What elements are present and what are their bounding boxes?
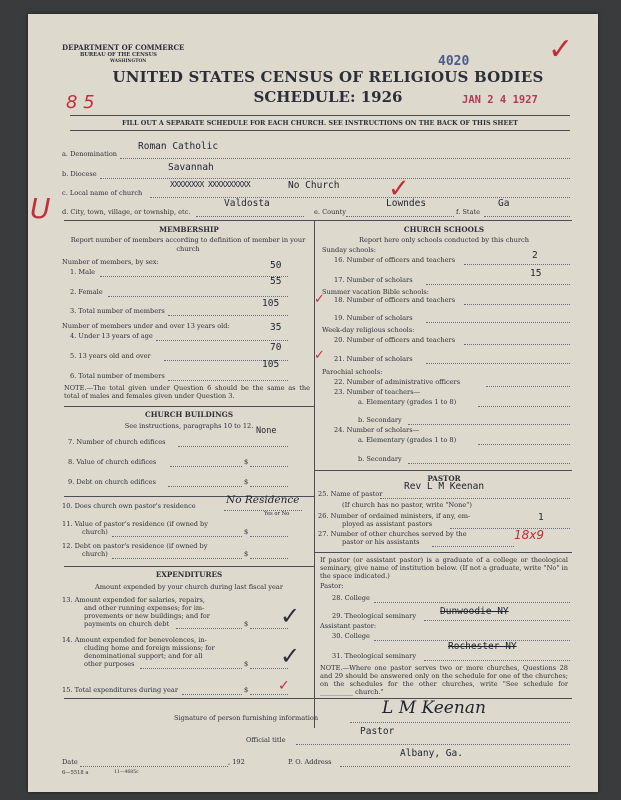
q8-label: 8. Value of church edifices [68, 458, 157, 466]
check-mark-q15: ✓ [278, 678, 290, 694]
vacation-schools-label: Summer vacation Bible schools: [322, 288, 430, 296]
date-year: , 192 [228, 758, 245, 766]
signature-label: Signature of person furnishing information [174, 714, 319, 722]
q3-line [168, 315, 288, 316]
q29-value: Dunwoodie NY [440, 606, 509, 617]
q17-value: 15 [530, 268, 542, 279]
q30-label: 30. College [332, 632, 370, 640]
census-form [28, 14, 598, 792]
q3-value: 105 [262, 298, 280, 309]
q17-label: 17. Number of scholars [334, 276, 413, 284]
q21-line [426, 363, 570, 364]
q14-label: 14. Amount expended for benevolences, in- [62, 636, 207, 644]
q13-label-3: provements or new buildings; and for [84, 612, 210, 620]
city-field-label: d. City, town, village, or township, etc. [62, 208, 191, 216]
q31-label: 31. Theological seminary [332, 652, 417, 660]
section-bottom-rule [64, 698, 572, 699]
q20-line [464, 344, 570, 345]
q25-value: Rev L M Keenan [404, 481, 485, 492]
diocese-value: Savannah [168, 162, 214, 173]
assistant-education-label: Assistant pastor: [320, 622, 377, 630]
bureau-label: BUREAU OF THE CENSUS [80, 52, 157, 58]
signature: L M Keenan [382, 698, 486, 718]
q14-line [140, 668, 242, 669]
state-line [484, 216, 570, 217]
q4-value: 35 [270, 322, 282, 333]
q11-line [112, 536, 242, 537]
q17-line [426, 284, 570, 285]
q18-line [464, 304, 570, 305]
q13-label-2: and other running expenses; for im- [84, 604, 205, 612]
q11-label: 11. Value of pastor's residence (if owned by [62, 520, 208, 528]
pastor-note: NOTE.—Where one pastor serves two or more churches, Questions 28 and 29 should be answered only on the schedule for one of the churches; on the schedules for the other churches, write "See schedule for __________ church." [320, 664, 568, 696]
city-line [196, 216, 304, 217]
q14-label-4: other purposes [84, 660, 135, 668]
margin-mark: U [30, 192, 51, 225]
signature-line [350, 722, 570, 723]
form-number: 6—5518 a [62, 770, 89, 776]
county-label: e. County [314, 208, 346, 216]
q5-value: 70 [270, 342, 282, 353]
schools-heading: CHURCH SCHOOLS [403, 225, 485, 234]
sunday-schools-label: Sunday schools: [322, 246, 376, 254]
section-top-rule [64, 220, 572, 221]
q9-amount-line [250, 486, 288, 487]
q25-note: (If church has no pastor, write "None") [342, 501, 472, 509]
check-mark-church: ✓ [388, 174, 410, 204]
q24a-label: a. Elementary (grades 1 to 8) [358, 436, 457, 444]
q27-label-cont: pastor or his assistants [342, 538, 420, 546]
diocese-label: b. Diocese [62, 170, 97, 178]
q24-label: 24. Number of scholars— [334, 426, 420, 434]
q1-value: 50 [270, 260, 282, 271]
church-name-label: c. Local name of church [62, 189, 143, 197]
check-mark-q18: ✓ [314, 292, 325, 307]
q23b-line [408, 424, 570, 425]
q11-dollar: $ [244, 528, 249, 536]
schedule-number: 4020 [438, 54, 470, 69]
q25-line [380, 498, 570, 499]
q12-label-cont: church) [82, 550, 108, 558]
denomination-value: Roman Catholic [138, 141, 219, 152]
date-label: Date [62, 758, 78, 766]
q16-line [464, 264, 570, 265]
q9-line [168, 486, 242, 487]
state-value: Ga [498, 198, 510, 209]
q6-label: 6. Total number of members [70, 372, 165, 380]
denomination-label: a. Denomination [62, 150, 118, 158]
official-title-label: Official title [246, 736, 286, 744]
handwritten-code: 8 5 [66, 92, 95, 113]
po-address-value: Albany, Ga. [400, 748, 463, 759]
q7-line [178, 446, 288, 447]
q2-label: 2. Female [70, 288, 103, 296]
po-address-label: P. O. Address [288, 758, 332, 766]
divider [64, 406, 314, 407]
denomination-line [120, 158, 570, 159]
q22-line [486, 386, 570, 387]
q16-label: 16. Number of officers and teachers [334, 256, 456, 264]
q11-amount-line [250, 536, 288, 537]
q10-label: 10. Does church own pastor's residence [62, 502, 196, 510]
q23b-label: b. Secondary [358, 416, 402, 424]
q27-value: 18x9 [514, 528, 545, 542]
church-name-value: No Church [288, 180, 340, 191]
q2-line [108, 296, 288, 297]
members-by-age-label: Number of members under and over 13 years old: [62, 322, 230, 330]
q13-label: 13. Amount expended for salaries, repairs, [62, 596, 205, 604]
county-line [346, 216, 454, 217]
q1-label: 1. Male [70, 268, 96, 276]
divider [315, 552, 572, 553]
q12-amount-line [250, 558, 288, 559]
q14-label-3: denominational support; and for all [84, 652, 203, 660]
q4-label: 4. Under 13 years of age [70, 332, 153, 340]
q12-line [112, 558, 242, 559]
yes-no-hint: Yes or No [264, 511, 290, 517]
q21-label: 21. Number of scholars [334, 355, 413, 363]
q13-label-4: payments on church debt [84, 620, 170, 628]
q9-label: 9. Debt on church edifices [68, 478, 156, 486]
q15-line [182, 694, 242, 695]
q29-label: 29. Theological seminary [332, 612, 417, 620]
state-label: f. State [456, 208, 481, 216]
q10-answer: No Residence [226, 494, 300, 506]
none-answer: None [256, 426, 277, 436]
q10-line [224, 510, 302, 511]
membership-note: NOTE.—The total given under Question 6 should be the same as the total of males and females given under Question 3. [64, 384, 310, 400]
members-by-sex-label: Number of members, by sex: [62, 258, 159, 266]
expenditures-heading: EXPENDITURES [155, 570, 223, 579]
pastor-heading: PASTOR [427, 474, 461, 483]
q13-line [176, 628, 242, 629]
church-name-struck: XXXXXXXX XXXXXXXXXX [170, 180, 251, 189]
department-label: DEPARTMENT OF COMMERCE [62, 43, 185, 52]
q24b-label: b. Secondary [358, 455, 402, 463]
check-mark-q21: ✓ [314, 348, 325, 363]
q6-line [168, 380, 288, 381]
received-date-stamp: JAN 2 4 1927 [462, 94, 538, 106]
q2-value: 55 [270, 276, 282, 287]
q28-label: 28. College [332, 594, 370, 602]
q15-dollar: $ [244, 686, 249, 694]
schedule-title: SCHEDULE: 1926 [253, 88, 403, 106]
schools-intro: Report here only schools conducted by this church [359, 236, 529, 244]
city-value: Valdosta [224, 198, 270, 209]
q20-label: 20. Number of officers and teachers [334, 336, 456, 344]
q26-label-cont: ployed as assistant pastors [342, 520, 433, 528]
membership-heading: MEMBERSHIP [159, 225, 219, 234]
q19-line [426, 322, 570, 323]
q23a-line [478, 406, 570, 407]
po-address-line [340, 766, 570, 767]
q6-value: 105 [262, 359, 280, 370]
check-mark-q13: ✓ [280, 602, 301, 630]
pastor-education-label: Pastor: [320, 582, 344, 590]
q14-label-2: cluding home and foreign missions; for [84, 644, 215, 652]
print-code: 11—4685c [114, 770, 139, 775]
buildings-intro: See instructions, paragraphs 10 to 12. [124, 422, 254, 430]
q7-label: 7. Number of church edifices [68, 438, 166, 446]
date-line [80, 766, 228, 767]
official-title-line [296, 744, 570, 745]
q8-dollar: $ [244, 458, 249, 466]
q14-dollar: $ [244, 660, 249, 668]
parochial-schools-label: Parochial schools: [322, 368, 383, 376]
q29-line [424, 620, 570, 621]
q26-line [450, 528, 570, 529]
divider [315, 470, 572, 471]
q3-label: 3. Total number of members [70, 307, 165, 315]
q27-line [432, 546, 514, 547]
membership-intro: Report number of members according to definition of member in your church [70, 236, 306, 253]
check-mark-q14: ✓ [280, 642, 301, 670]
q28-line [374, 602, 570, 603]
buildings-heading: CHURCH BUILDINGS [144, 410, 234, 419]
q12-label: 12. Debt on pastor's residence (if owned by [62, 542, 208, 550]
q11-label-cont: church) [82, 528, 108, 536]
q12-dollar: $ [244, 550, 249, 558]
q15-amount-line [250, 694, 288, 695]
divider [70, 115, 570, 116]
q26-label: 26. Number of ordained ministers, if any, em- [318, 512, 471, 520]
q5-label: 5. 13 years old and over [70, 352, 151, 360]
official-title-value: Pastor [360, 726, 395, 737]
graduate-note: If pastor (or assistant pastor) is a graduate of a college or theological seminary, give name of institution below. (If not a graduate, write "No" in the space indicated.) [320, 556, 568, 580]
weekday-schools-label: Week-day religious schools: [322, 326, 415, 334]
form-title: UNITED STATES CENSUS OF RELIGIOUS BODIES [112, 68, 544, 86]
instruction-line: FILL OUT A SEPARATE SCHEDULE FOR EACH CHURCH. SEE INSTRUCTIONS ON THE BACK OF THIS SHEET [122, 119, 518, 127]
q31-line [424, 660, 570, 661]
q16-value: 2 [532, 250, 538, 261]
q23-label: 23. Number of teachers— [334, 388, 421, 396]
q31-value: Rochester NY [448, 641, 517, 652]
q13-dollar: $ [244, 620, 249, 628]
q23a-label: a. Elementary (grades 1 to 8) [358, 398, 457, 406]
q8-line [170, 466, 242, 467]
divider [64, 566, 314, 567]
county-value: Lowndes [386, 198, 427, 209]
expenditures-intro: Amount expended by your church during last fiscal year [94, 583, 284, 591]
q24b-line [408, 463, 570, 464]
diocese-line [100, 178, 570, 179]
q25-label: 25. Name of pastor [318, 490, 383, 498]
q8-amount-line [250, 466, 288, 467]
q26-value: 1 [538, 512, 544, 523]
city-label: WASHINGTON [110, 59, 147, 64]
q19-label: 19. Number of scholars [334, 314, 413, 322]
q18-label: 18. Number of officers and teachers [334, 296, 456, 304]
q24a-line [478, 444, 570, 445]
q27-label: 27. Number of other churches served by the [318, 530, 467, 538]
q4-line [156, 340, 288, 341]
check-mark-top: ✓ [548, 32, 574, 67]
q1-line [100, 276, 288, 277]
q22-label: 22. Number of administrative officers [334, 378, 461, 386]
divider [70, 130, 570, 131]
q15-label: 15. Total expenditures during year [62, 686, 178, 694]
q9-dollar: $ [244, 478, 249, 486]
